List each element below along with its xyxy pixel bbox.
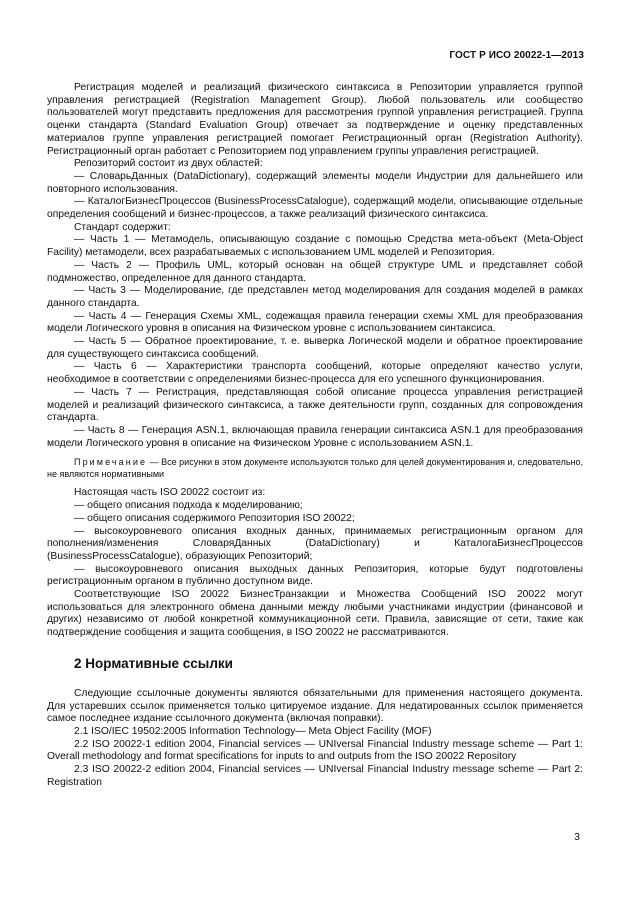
paragraph-registration: Регистрация моделей и реализаций физического синтаксиса в Репозитории управляется группой управления регистрацией (Registration Management Group). Любой пользователь или сообщество пользователей могут представить предложения для рассмотрения группой управления регистрацией. Группа оценки стандарта (Standard Evaluation Group) отвечает за подтверждение и оценку представленных материалов группе управления регистрацией помогает Регистрационный орган (Registration Authority). Регистрационный орган работает с Репозиторием под управлением группы управления регистрацией. [47,82,583,157]
reference-2-1: 2.1 ISO/IEC 19502:2005 Information Technology— Meta Object Facility (MOF) [74,725,432,737]
list-item-data-dictionary: — СловарьДанных (DataDictionary), содержащий элементы модели Индустрии для дальнейшего или повторного использования. [47,170,583,195]
list-item-input-data: — высокоуровневого описания входных данных, принимаемых регистрационным органом для пополнения/изменения СловаряДанных (DataDictionary) и КаталогаБизнесПроцессов (BusinessProcessCatalogue), образующих Репозиторий; [47,525,583,562]
list-item-part-1: — Часть 1 — Метамодель, описывающую создание с помощью Средства мета-объект (Meta-Object Facility) метамодели, всех разрабатываемых с использованием UML моделей и Репозитория. [47,234,583,259]
list-item-business-process-catalogue: — КаталогБизнесПроцессов (BusinessProcessCatalogue), содержащий модели, описывающие отдельные определения сообщений и бизнес-процессов, а также реализаций физического синтаксиса. [47,196,583,221]
list-item-part-4: — Часть 4 — Генерация Схемы XML, содежащая правила генерации схемы XML для преобразования модели Логического уровня в описания на Физическом уровне с использованием синтаксиса. [47,310,583,335]
paragraph-repository-areas: Репозиторий состоит из двух областей: [74,158,263,170]
standard-code-header: ГОСТ Р ИСО 20022-1—2013 [449,50,584,61]
reference-2-3: 2.3 ISO 20022-2 edition 2004, Financial services — UNIversal Financial Industry message scheme — Part 2: Registration [47,764,583,788]
note-text: — Все рисунки в этом документе используются только для целей документирования и, следовательно, не являются нормативными [47,457,583,479]
list-item-part-3: — Часть 3 — Моделирование, где представлен метод моделирования для создания моделей в рамках данного стандарта. [47,285,583,309]
paragraph-references-intro: Следующие ссылочные документы являются обязательными для применения настоящего документа. Для устаревших ссылок применяется только цитируемое издание. Для недатированных ссылок применяется самое последнее издание ссылочного документа (включая поправки). [47,687,583,725]
note-label: Примечание [74,457,148,468]
reference-2-2: 2.2 ISO 20022-1 edition 2004, Financial services — UNIversal Financial Industry message scheme — Part 1: Overall methodology and format specifications for inputs to and outputs from the ISO 20022 Repository [47,738,583,763]
paragraph-part-consists: Настоящая часть ISO 20022 состоит из: [74,487,266,499]
list-item-part-7: — Часть 7 — Регистрация, представляющая собой описание процесса управления регистрацией моделей и реализаций физического синтаксиса, а также деятельности групп, созданных для сопровождения стандарта. [47,386,583,424]
page-number: 3 [574,831,580,843]
paragraph-business-transactions: Соответствующие ISO 20022 БизнесТранзакции и Множества Сообщений ISO 20022 могут использоваться для электронного обмена данными между любыми участниками индустрии (финансовой и других) независимо от любой конкретной коммуникационной сети. Правила, зависящие от сети, такие как подтверждение сообщения и защита сообщения, в ISO 20022 не рассматриваются. [47,589,583,639]
list-item-output-data: — высокоуровневого описания выходных данных Репозитория, которые будут подготовлены регистрационным органом в публично доступном виде. [47,563,583,588]
section-heading-normative-references: 2 Нормативные ссылки [74,655,233,671]
paragraph-standard-contains: Стандарт содержит: [74,221,171,233]
list-item-repository-content: — общего описания содержимого Репозитория ISO 20022; [74,512,355,524]
list-item-part-5: — Часть 5 — Обратное проектирование, т. е. выверка Логической модели и обратное проектирование для существующего синтаксиса сообщений. [47,336,583,360]
note [47,457,583,480]
list-item-modeling-approach: — общего описания подхода к моделированию; [74,500,303,512]
list-item-part-8: — Часть 8 — Генерация ASN.1, включающая правила генерации синтаксиса ASN.1 для преобразования модели Логического уровня в описание на Физическом Уровне с использованием ASN.1. [47,424,583,449]
document-body [47,82,583,789]
list-item-part-2: — Часть 2 — Профиль UML, который основан на общей структуре UML и представляет собой подмножество, определенное для данного стандарта. [47,259,583,284]
list-item-part-6: — Часть 6 — Характеристики транспорта сообщений, которые определяют качество услуги, необходимое в соответствии с определениями бизнес-процесса для его успешного функционирования. [47,361,583,386]
